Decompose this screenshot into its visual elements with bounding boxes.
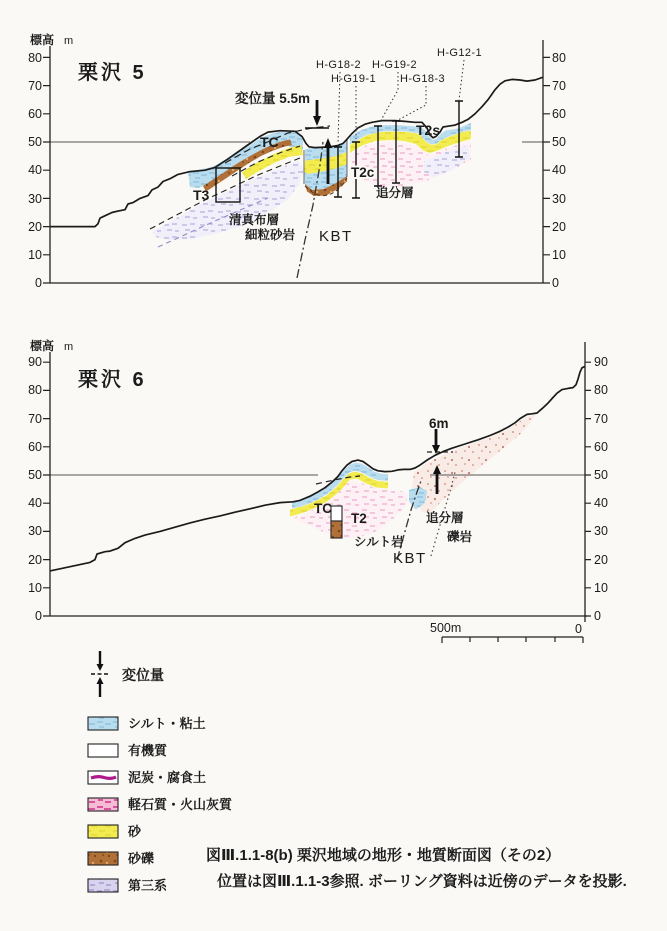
s2-left-ticks [43,362,50,616]
s2-rtick-0: 0 [594,609,601,623]
legend-label-sand: 砂 [128,824,142,839]
caption-line-1: 図Ⅲ.1.1-8(b) 栗沢地域の地形・地質断面図（その2） [206,847,561,864]
s1-label-t2s: T2s [416,122,441,138]
s2-rtick-80: 80 [594,383,608,397]
s2-label-kbt: KBT [393,550,427,567]
s1-leader-4 [398,86,426,120]
legend-swatch-pumice [88,798,118,811]
s2-ltick-90: 90 [28,355,42,369]
s2-ltick-20: 20 [28,553,42,567]
legend-label-tertiary: 第三系 [128,878,168,893]
s1-title: 栗沢 5 [78,62,147,84]
legend-label-gravel: 砂礫 [128,851,155,866]
legend-label-organic: 有機質 [128,743,168,758]
s1-ltick-50: 50 [28,135,42,149]
s2-scale-bar [430,621,583,643]
s2-ltick-40: 40 [28,496,42,510]
s1-rtick-50: 50 [552,135,566,149]
s2-ltick-0: 0 [35,609,42,623]
s2-elev-unit: m [64,341,74,353]
s2-label-conglomerate: 礫岩 [447,530,473,544]
s2-elev-label: 標高 [30,339,55,353]
s2-title: 栗沢 6 [78,369,147,391]
s1-ltick-70: 70 [28,79,42,93]
s1-ltick-80: 80 [28,51,42,65]
figure-caption [206,846,627,890]
s2-scale-label-0: 0 [575,622,582,636]
s1-label-oiwake: 追分層 [376,186,414,200]
s1-displacement-label: 変位量 5.5m [235,91,311,106]
s2-scale-label-500m: 500m [430,621,462,635]
legend-swatch-gravel [88,852,118,865]
s2-rtick-70: 70 [594,412,608,426]
legend-swatch-silt [88,717,118,730]
legend-displacement-symbol [91,651,109,697]
legend-items [88,716,233,893]
legend-label-peat: 泥炭・腐食土 [128,770,207,785]
s1-elev-label: 標高 [30,33,55,47]
s1-rtick-60: 60 [552,107,566,121]
s2-rtick-40: 40 [594,496,608,510]
s2-sample-column [331,506,342,538]
s1-borehole-label-hg18-2: H-G18-2 [316,59,361,71]
legend-swatch-organic [88,744,118,757]
s2-ltick-80: 80 [28,383,42,397]
s2-ltick-70: 70 [28,412,42,426]
s1-elev-unit: m [64,35,74,47]
s2-ltick-30: 30 [28,524,42,538]
s2-label-oiwake: 追分層 [426,511,464,525]
section-kurisawa5 [28,32,566,290]
legend-swatch-peat-stripe [91,777,116,779]
s1-borehole-label-hg12-1: H-G12-1 [437,47,482,59]
s1-rtick-70: 70 [552,79,566,93]
legend-displacement-label: 変位量 [122,667,164,683]
s2-ltick-50: 50 [28,468,42,482]
s1-ltick-10: 10 [28,248,42,262]
s2-scale-bar-line [442,637,583,643]
s1-right-tick-labels [552,51,566,290]
s1-label-t2c: T2c [351,165,375,180]
s1-rtick-10: 10 [552,248,566,262]
s1-borehole-label-hg19-1: H-G19-1 [331,73,376,85]
s2-rtick-10: 10 [594,581,608,595]
s1-borehole-label-hg18-3: H-G18-3 [400,73,445,85]
s1-rtick-80: 80 [552,51,566,65]
legend-arrow-up-head [97,677,104,684]
s2-label-tc: TC [314,501,332,516]
s1-arrow-down-head [313,116,321,126]
s2-ltick-10: 10 [28,581,42,595]
s1-rtick-40: 40 [552,163,566,177]
s2-right-tick-labels [594,355,608,623]
s2-terrain-line [50,366,585,571]
s1-arrow-up-head [324,138,332,148]
s1-ltick-30: 30 [28,192,42,206]
s2-label-t2: T2 [351,511,367,526]
legend-label-silt: シルト・粘土 [128,716,206,731]
s2-ltick-60: 60 [28,440,42,454]
s1-left-tick-labels [28,51,42,290]
s1-leader-5 [459,60,464,100]
caption-line-2: 位置は図Ⅲ.1.1-3参照. ボーリング資料は近傍のデータを投影. [217,873,627,890]
s1-borehole-label-hg19-2: H-G19-2 [372,59,417,71]
legend-swatch-tertiary [88,879,118,892]
s2-right-ticks [585,362,591,616]
s1-right-ticks [543,57,550,283]
s1-label-kbt: KBT [319,228,353,245]
legend-arrow-down-head [97,664,104,671]
legend-swatch-peat [88,771,118,784]
s2-left-tick-labels [28,355,42,623]
s2-rtick-30: 30 [594,524,608,538]
s1-label-tc: TC [260,134,279,150]
s1-ltick-20: 20 [28,220,42,234]
s2-rtick-50: 50 [594,468,608,482]
s1-rtick-0: 0 [552,276,559,290]
s1-rtick-30: 30 [552,192,566,206]
s1-ltick-60: 60 [28,107,42,121]
s1-label-kiyomappu-2: 細粒砂岩 [245,228,296,242]
s2-displacement-label: 6m [429,416,449,431]
legend-swatch-sand [88,825,118,838]
section-kurisawa6 [28,338,608,643]
s1-rtick-20: 20 [552,220,566,234]
s2-label-siltstone: シルト岩 [354,535,404,549]
s2-rtick-90: 90 [594,355,608,369]
s2-rtick-20: 20 [594,553,608,567]
s1-left-ticks [43,57,50,283]
legend-label-pumice: 軽石質・火山灰質 [128,797,233,812]
s2-rtick-60: 60 [594,440,608,454]
s2-sample-box-lower [331,521,342,538]
s1-ltick-40: 40 [28,163,42,177]
s1-ltick-0: 0 [35,276,42,290]
s1-leader-3 [380,72,398,122]
s1-label-kiyomappu-1: 清真布層 [229,213,280,227]
s1-label-t3: T3 [193,187,210,203]
s2-sample-box-upper [331,506,342,521]
